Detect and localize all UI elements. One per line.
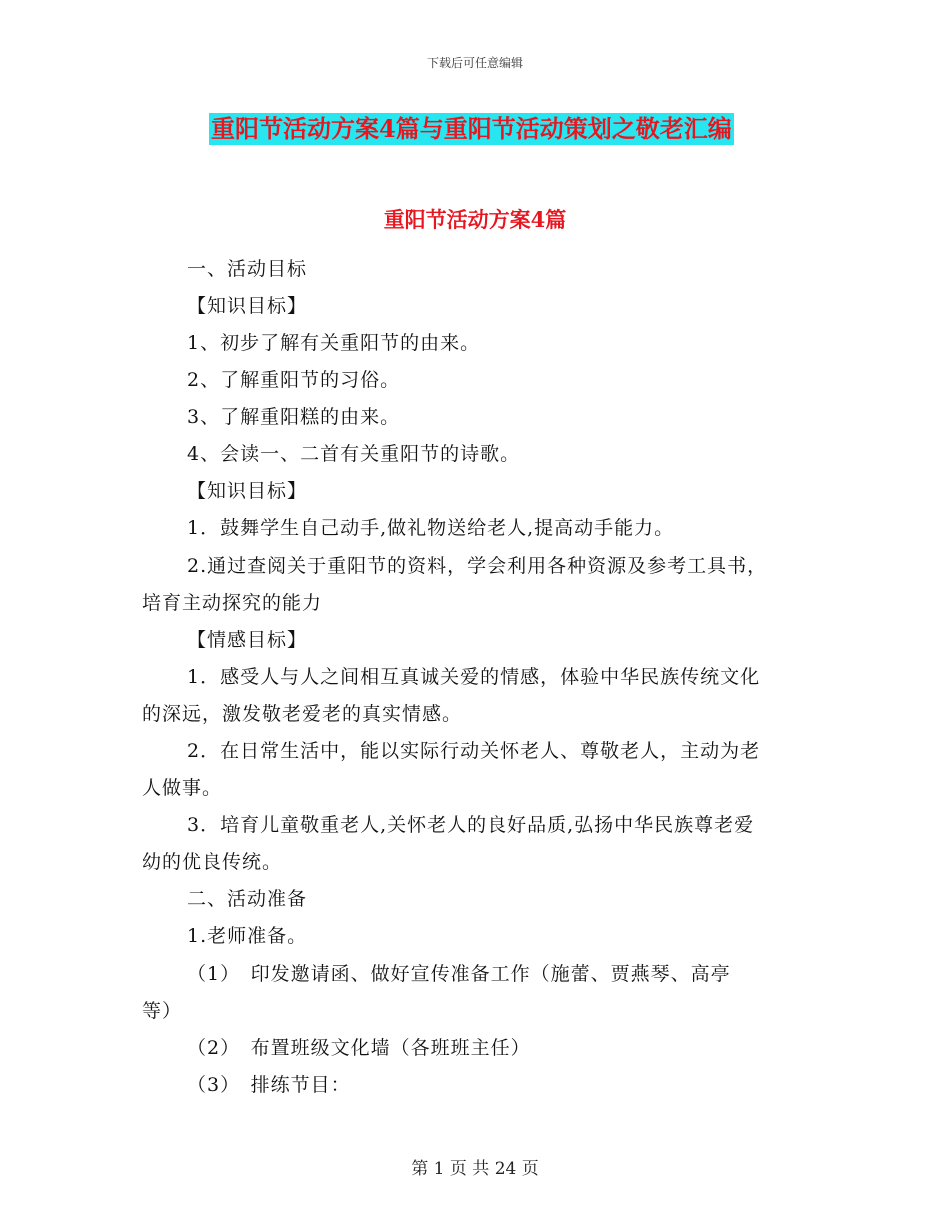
paragraph-line: 幼的优良传统。	[142, 851, 283, 873]
subheading-knowledge-goal: 【知识目标】	[187, 295, 308, 317]
paragraph-line: 4、会读一、二首有关重阳节的诗歌。	[187, 443, 521, 465]
subheading-emotion-goal: 【情感目标】	[187, 629, 308, 651]
paragraph-line: 的深远，激发敬老爱老的真实情感。	[142, 703, 463, 725]
header-note: 下载后可任意编辑	[426, 56, 523, 70]
paragraph-line: 1.老师准备。	[187, 925, 308, 947]
paragraph-line: 2、了解重阳节的习俗。	[187, 369, 401, 391]
paragraph-line: （3） 排练节目：	[187, 1074, 351, 1096]
paragraph-line: 人做事。	[142, 777, 223, 799]
paragraph-line: 等）	[142, 1000, 183, 1022]
section-heading-goals: 一、活动目标	[187, 258, 308, 280]
paragraph-line: 3、了解重阳糕的由来。	[187, 406, 401, 428]
paragraph-line: 培育主动探究的能力	[142, 592, 323, 614]
section-heading-preparation: 二、活动准备	[187, 888, 308, 910]
paragraph-line: （1） 印发邀请函、做好宣传准备工作（施蕾、贾燕琴、高亭	[187, 963, 731, 985]
paragraph-line: 2.通过查阅关于重阳节的资料，学会利用各种资源及参考工具书，	[187, 555, 768, 577]
paragraph-line: 1．鼓舞学生自己动手,做礼物送给老人,提高动手能力。	[187, 517, 675, 539]
main-title: 重阳节活动方案4篇与重阳节活动策划之敬老汇编	[211, 114, 732, 143]
subheading-knowledge-goal-2: 【知识目标】	[187, 480, 308, 502]
paragraph-line: 3．培育儿童敬重老人,关怀老人的良好品质,弘扬中华民族尊老爱	[187, 814, 755, 836]
paragraph-line: （2） 布置班级文化墙（各班班主任）	[187, 1037, 531, 1059]
paragraph-line: 2．在日常生活中，能以实际行动关怀老人、尊敬老人，主动为老	[187, 740, 761, 762]
paragraph-line: 1．感受人与人之间相互真诚关爱的情感，体验中华民族传统文化	[187, 666, 761, 688]
page-number: 第 1 页 共 24 页	[411, 1159, 539, 1179]
paragraph-line: 1、初步了解有关重阳节的由来。	[187, 332, 481, 354]
sub-title: 重阳节活动方案4篇	[383, 207, 567, 232]
